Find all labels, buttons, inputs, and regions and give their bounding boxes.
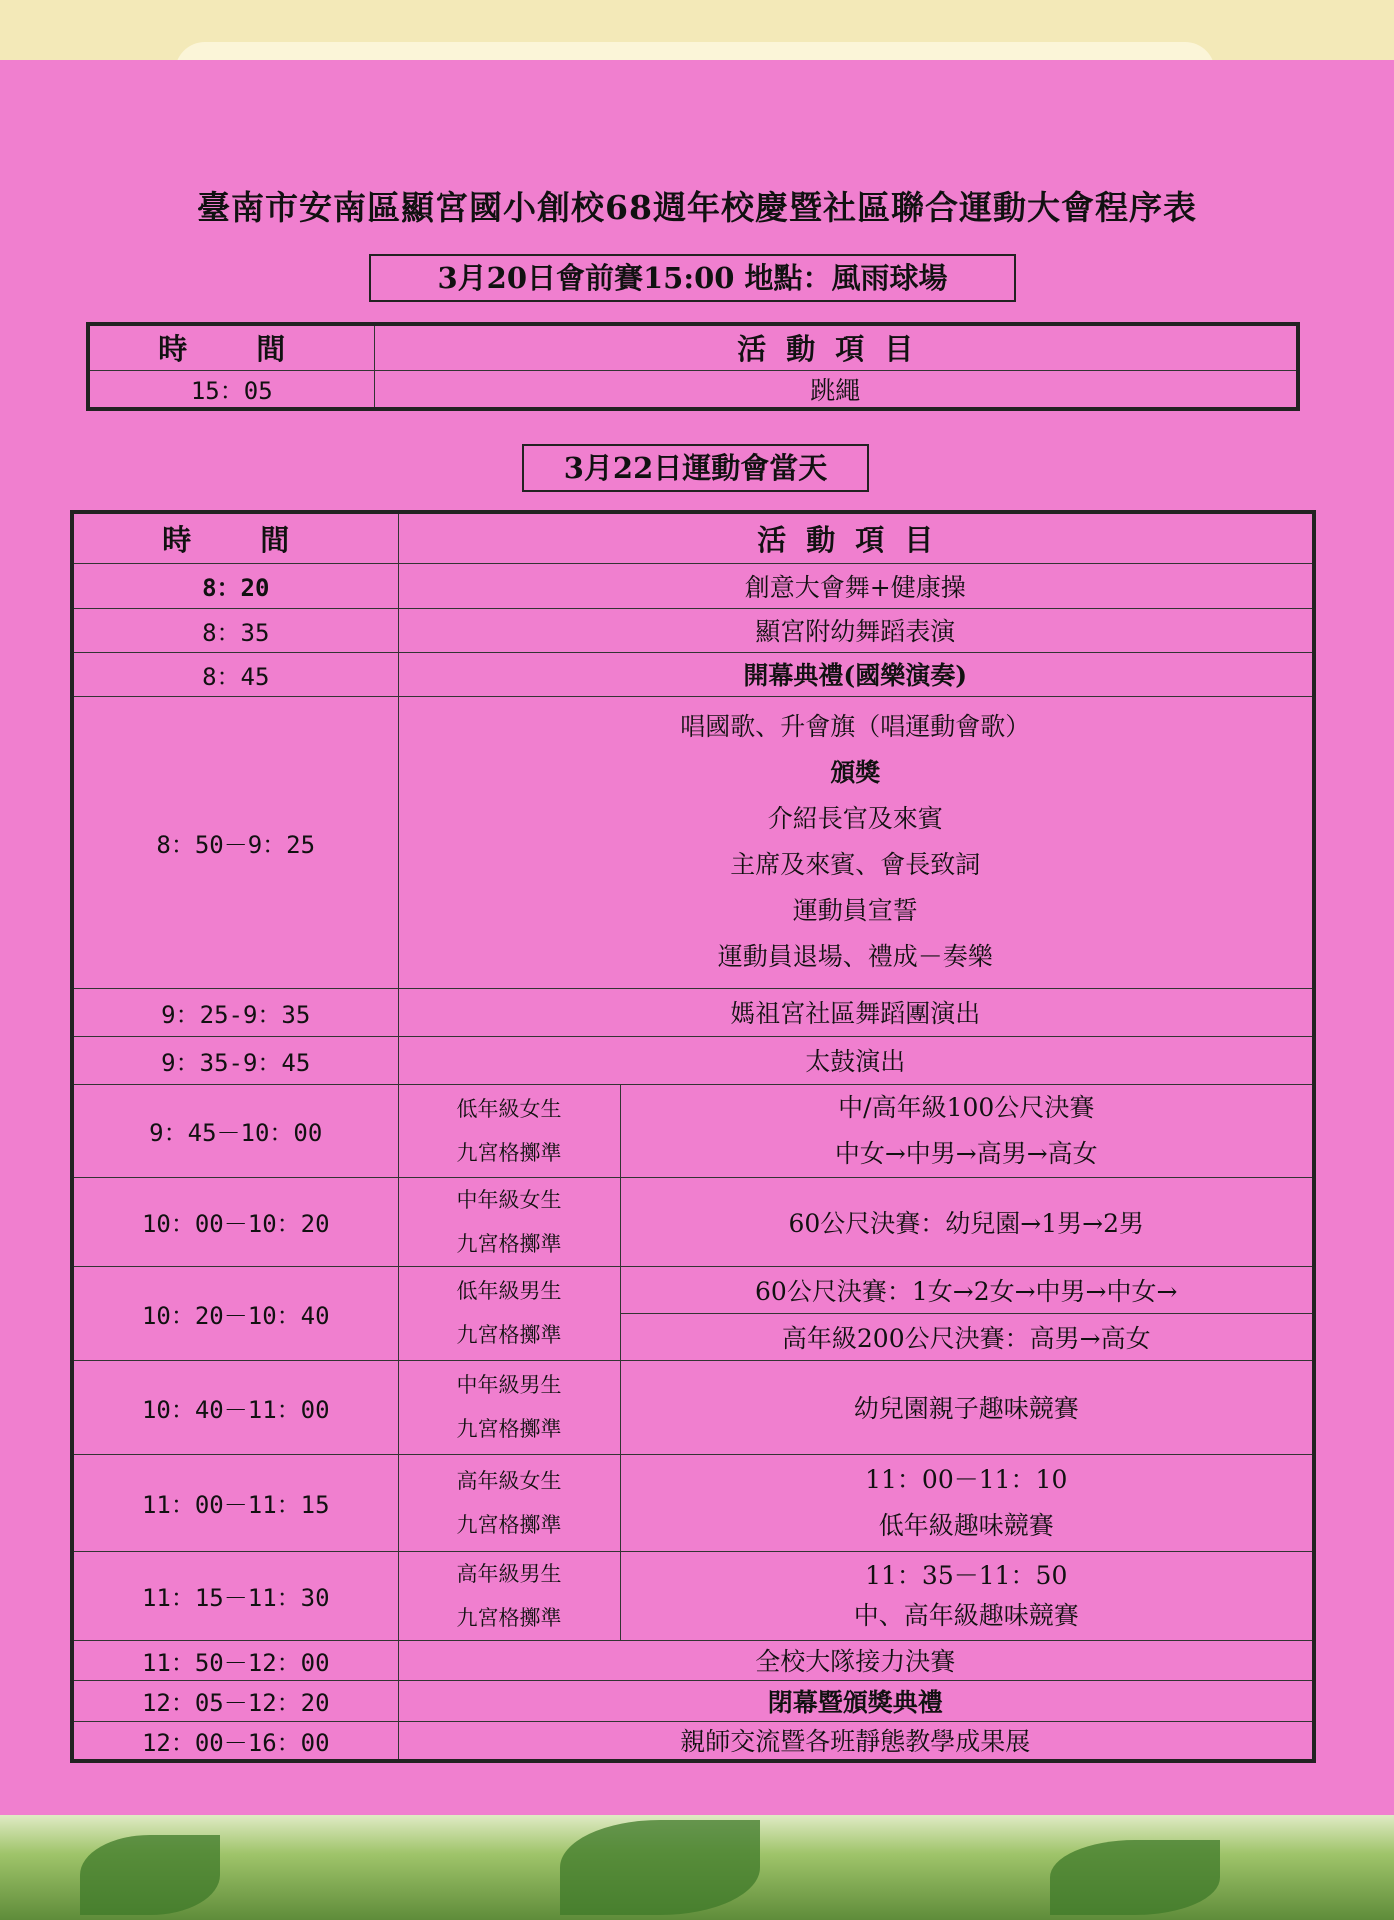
table-row — [88, 370, 1298, 409]
side-event-line: 九宮格擲準 — [456, 1605, 562, 1630]
activity-cell: 親師交流暨各班靜態教學成果展 — [398, 1721, 1314, 1761]
side-event-cell — [398, 1360, 620, 1454]
side-event-cell — [398, 1266, 620, 1360]
activity-line: 11：00－11：10 — [865, 1464, 1068, 1494]
side-event-line: 低年級女生 — [456, 1096, 562, 1121]
activity-cell: 全校大隊接力決賽 — [398, 1640, 1314, 1680]
table-row — [72, 1721, 1314, 1761]
time-cell: 12：05－12：20 — [72, 1680, 398, 1721]
activity-line: 主席及來賓、會長致詞 — [730, 850, 981, 879]
side-event-line: 低年級男生 — [456, 1279, 562, 1303]
side-event-line: 九宮格擲準 — [456, 1323, 562, 1347]
activity-cell: 開幕典禮(國樂演奏) — [398, 652, 1314, 696]
time-cell: 8：35 — [72, 608, 398, 652]
leaf-decoration — [80, 1835, 220, 1915]
column-header-activity: 活動項目 — [374, 324, 1298, 370]
table-row — [72, 1266, 1314, 1313]
activity-cell: 媽祖宮社區舞蹈團演出 — [398, 988, 1314, 1036]
activity-cell: 顯宮附幼舞蹈表演 — [398, 608, 1314, 652]
activity-cell: 創意大會舞+健康操 — [398, 563, 1314, 608]
leaf-decoration — [560, 1820, 760, 1915]
side-event-line: 中年級女生 — [456, 1187, 562, 1212]
side-event-line: 九宮格擲準 — [456, 1512, 562, 1537]
activity-cell — [620, 1084, 1314, 1177]
activity-cell: 高年級200公尺決賽：高男→高女 — [620, 1313, 1314, 1360]
time-cell: 8：50－9：25 — [72, 696, 398, 988]
activity-cell: 60公尺決賽：1女→2女→中男→中女→ — [620, 1266, 1314, 1313]
activity-line: 中女→中男→高男→高女 — [834, 1138, 1098, 1168]
side-event-line: 九宮格擲準 — [456, 1417, 562, 1441]
activity-line: 中/高年級100公尺決賽 — [838, 1092, 1095, 1122]
side-event-cell — [398, 1177, 620, 1266]
side-event-line: 中年級男生 — [456, 1373, 562, 1397]
table-row — [72, 696, 1314, 988]
page-title: 臺南市安南區顯宮國小創校68週年校慶暨社區聯合運動大會程序表 — [197, 188, 1197, 227]
table-row — [72, 1084, 1314, 1177]
time-cell: 8：20 — [72, 563, 398, 608]
table-row — [72, 1360, 1314, 1454]
activity-line: 中、高年級趣味競賽 — [853, 1600, 1079, 1630]
activity-cell: 跳繩 — [374, 370, 1298, 409]
activity-line: 11：35－11：50 — [865, 1560, 1068, 1590]
leaf-decoration — [1050, 1840, 1220, 1915]
time-cell: 12：00－16：00 — [72, 1721, 398, 1761]
activity-cell — [398, 696, 1314, 988]
column-header-activity: 活動項目 — [398, 512, 1314, 563]
time-cell: 9：45－10：00 — [72, 1084, 398, 1177]
main-event-table — [70, 510, 1316, 1763]
main-event-heading: 3月22日運動會當天 — [522, 444, 869, 492]
table-row — [72, 1177, 1314, 1266]
pre-event-heading: 3月20日會前賽15:00 地點：風雨球場 — [369, 254, 1016, 302]
table-row — [72, 1551, 1314, 1640]
activity-cell: 60公尺決賽：幼兒園→1男→2男 — [620, 1177, 1314, 1266]
time-cell: 10：00－10：20 — [72, 1177, 398, 1266]
side-event-line: 九宮格擲準 — [456, 1231, 562, 1256]
activity-line: 介紹長官及來賓 — [767, 804, 943, 833]
table-row — [72, 608, 1314, 652]
activity-line: 頒獎 — [830, 758, 881, 787]
activity-cell — [620, 1454, 1314, 1551]
background-foliage — [0, 1810, 1394, 1920]
table-header-row — [72, 512, 1314, 563]
time-cell: 10：20－10：40 — [72, 1266, 398, 1360]
table-row — [72, 1680, 1314, 1721]
side-event-line: 高年級女生 — [456, 1468, 562, 1493]
table-row — [72, 1036, 1314, 1084]
pre-event-table — [86, 322, 1300, 411]
time-cell: 15：05 — [88, 370, 374, 409]
side-event-cell — [398, 1551, 620, 1640]
activity-cell: 太鼓演出 — [398, 1036, 1314, 1084]
time-cell: 10：40－11：00 — [72, 1360, 398, 1454]
time-cell: 9：25-9：35 — [72, 988, 398, 1036]
column-header-time: 時 間 — [72, 512, 398, 563]
table-header-row — [88, 324, 1298, 370]
activity-line: 運動員宣誓 — [792, 896, 918, 925]
side-event-cell — [398, 1084, 620, 1177]
table-row — [72, 652, 1314, 696]
table-row — [72, 988, 1314, 1036]
table-row — [72, 563, 1314, 608]
activity-cell: 閉幕暨頒獎典禮 — [398, 1680, 1314, 1721]
activity-line: 低年級趣味競賽 — [878, 1510, 1054, 1540]
time-cell: 11：00－11：15 — [72, 1454, 398, 1551]
activity-line: 唱國歌、升會旗（唱運動會歌） — [680, 712, 1031, 741]
activity-line: 運動員退場、禮成－奏樂 — [717, 942, 993, 971]
table-row — [72, 1640, 1314, 1680]
time-cell: 9：35-9：45 — [72, 1036, 398, 1084]
activity-cell — [620, 1551, 1314, 1640]
table-row — [72, 1454, 1314, 1551]
time-cell: 11：50－12：00 — [72, 1640, 398, 1680]
side-event-line: 高年級男生 — [456, 1561, 562, 1586]
time-cell: 8：45 — [72, 652, 398, 696]
side-event-line: 九宮格擲準 — [456, 1140, 562, 1165]
column-header-time: 時 間 — [88, 324, 374, 370]
activity-cell: 幼兒園親子趣味競賽 — [620, 1360, 1314, 1454]
time-cell: 11：15－11：30 — [72, 1551, 398, 1640]
side-event-cell — [398, 1454, 620, 1551]
